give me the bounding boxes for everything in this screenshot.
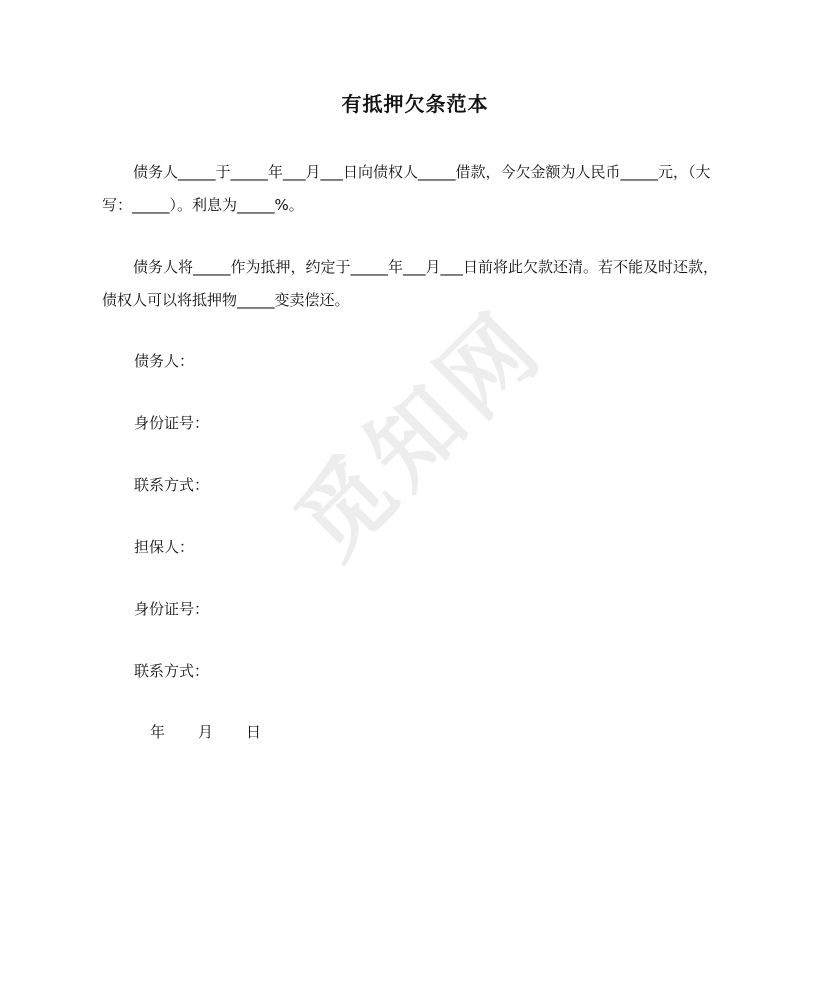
guarantor-contact-field-label: 联系方式： xyxy=(134,662,210,680)
guarantor-id-field-label: 身份证号： xyxy=(134,600,210,618)
date-day-label: 日 xyxy=(246,723,262,741)
document-title: 有抵押欠条范本 xyxy=(341,92,489,116)
guarantor-field-label: 担保人： xyxy=(134,538,195,556)
debtor-field-label: 债务人： xyxy=(134,352,195,370)
date-year-label: 年 xyxy=(150,723,166,741)
loan-paragraph: 债务人_____于_____年___月___日向债权人_____借款，今欠金额为人民币_____元，（大写：_____）。利息为_____%。 xyxy=(102,163,711,214)
debtor-contact-field-label: 联系方式： xyxy=(134,476,210,494)
collateral-paragraph: 债务人将_____作为抵押，约定于_____年___月___日前将此欠款还清。若不能及时还款，债权人可以将抵押物_____变卖偿还。 xyxy=(102,258,719,309)
debtor-id-field-label: 身份证号： xyxy=(134,414,210,432)
watermark: 觅知网 xyxy=(275,290,564,579)
date-line xyxy=(150,722,261,742)
date-month-label: 月 xyxy=(198,723,214,741)
